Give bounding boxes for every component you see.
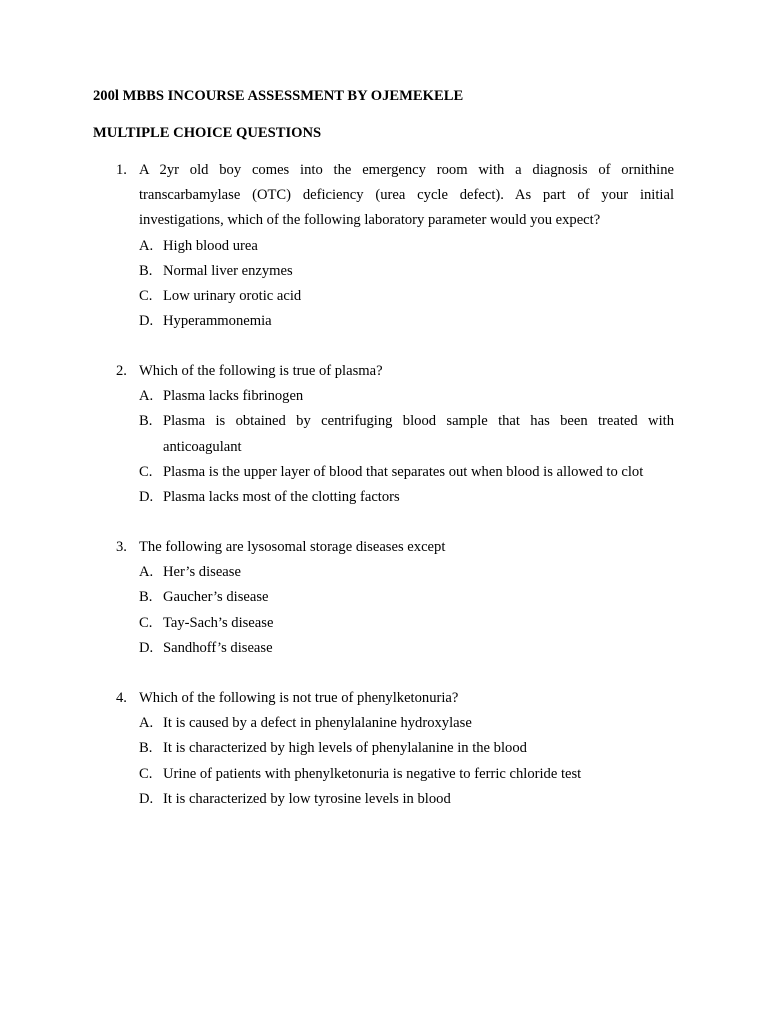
question-number: 1.	[116, 162, 127, 178]
option-text: It is characterized by high levels of phenylalanine in the blood	[163, 740, 527, 757]
option-text: Gaucher’s disease	[163, 589, 269, 606]
option-letter: D.	[139, 489, 154, 505]
question-text: Which of the following is true of plasma?	[139, 363, 383, 379]
option-letter: B.	[139, 589, 153, 606]
option-a	[139, 384, 674, 409]
option-c	[139, 611, 674, 636]
option-letter: D.	[139, 639, 154, 656]
option-b	[139, 409, 674, 459]
option-a	[139, 234, 674, 259]
question-text: A 2yr old boy comes into the emergency room with a diagnosis of ornithine transcarbamylase (OTC) deficiency (urea cycle defect). As part of your initial investigations, which of the following laboratory parameter would you expect?	[139, 162, 674, 229]
section-heading: MULTIPLE CHOICE QUESTIONS	[93, 125, 322, 141]
option-text: It is characterized by low tyrosine levels in blood	[163, 790, 451, 807]
option-letter: C.	[139, 288, 153, 304]
option-text: Sandhoff’s disease	[163, 639, 273, 656]
option-letter: A.	[139, 237, 154, 254]
options-list	[139, 384, 674, 510]
option-c	[139, 762, 674, 787]
option-letter: B.	[139, 262, 153, 279]
option-letter: D.	[139, 313, 154, 330]
question-text: Which of the following is not true of phenylketonuria?	[139, 690, 459, 706]
option-letter: A.	[139, 715, 154, 732]
option-text: It is caused by a defect in phenylalanine hydroxylase	[163, 715, 472, 732]
option-letter: A.	[139, 388, 154, 405]
option-text: Plasma is obtained by centrifuging blood sample that has been treated with anticoagulant	[163, 413, 674, 455]
option-text: Plasma lacks most of the clotting factors	[163, 489, 400, 505]
option-text: Normal liver enzymes	[163, 262, 293, 279]
option-text: Plasma is the upper layer of blood that separates out when blood is allowed to clot	[163, 463, 644, 480]
option-a	[139, 711, 674, 736]
options-list	[139, 234, 674, 335]
option-text: Urine of patients with phenylketonuria is negative to ferric chloride test	[163, 765, 582, 782]
option-letter: D.	[139, 790, 154, 807]
option-c	[139, 284, 674, 309]
options-list	[139, 711, 674, 812]
options-list	[139, 560, 674, 661]
question-number: 2.	[116, 363, 127, 379]
question-number: 3.	[116, 539, 127, 555]
option-letter: C.	[139, 463, 153, 480]
option-a	[139, 560, 674, 585]
option-text: Tay-Sach’s disease	[163, 614, 274, 631]
question-text: The following are lysosomal storage diseases except	[139, 539, 446, 555]
option-d	[139, 636, 674, 661]
option-letter: B.	[139, 413, 153, 430]
option-text: Plasma lacks fibrinogen	[163, 388, 304, 405]
option-b	[139, 736, 674, 761]
option-letter: C.	[139, 614, 153, 631]
option-text: High blood urea	[163, 237, 258, 254]
question-number: 4.	[116, 690, 127, 706]
option-c	[139, 460, 674, 485]
option-text: Her’s disease	[163, 564, 241, 581]
option-letter: C.	[139, 765, 153, 782]
document-title: 200l MBBS INCOURSE ASSESSMENT BY OJEMEKELE	[93, 88, 464, 104]
option-d	[139, 309, 674, 334]
option-letter: A.	[139, 564, 154, 581]
option-text: Low urinary orotic acid	[163, 288, 302, 304]
option-d	[139, 787, 674, 812]
option-letter: B.	[139, 740, 153, 757]
option-b	[139, 585, 674, 610]
option-d	[139, 485, 674, 510]
option-text: Hyperammonemia	[163, 313, 272, 330]
option-b	[139, 259, 674, 284]
